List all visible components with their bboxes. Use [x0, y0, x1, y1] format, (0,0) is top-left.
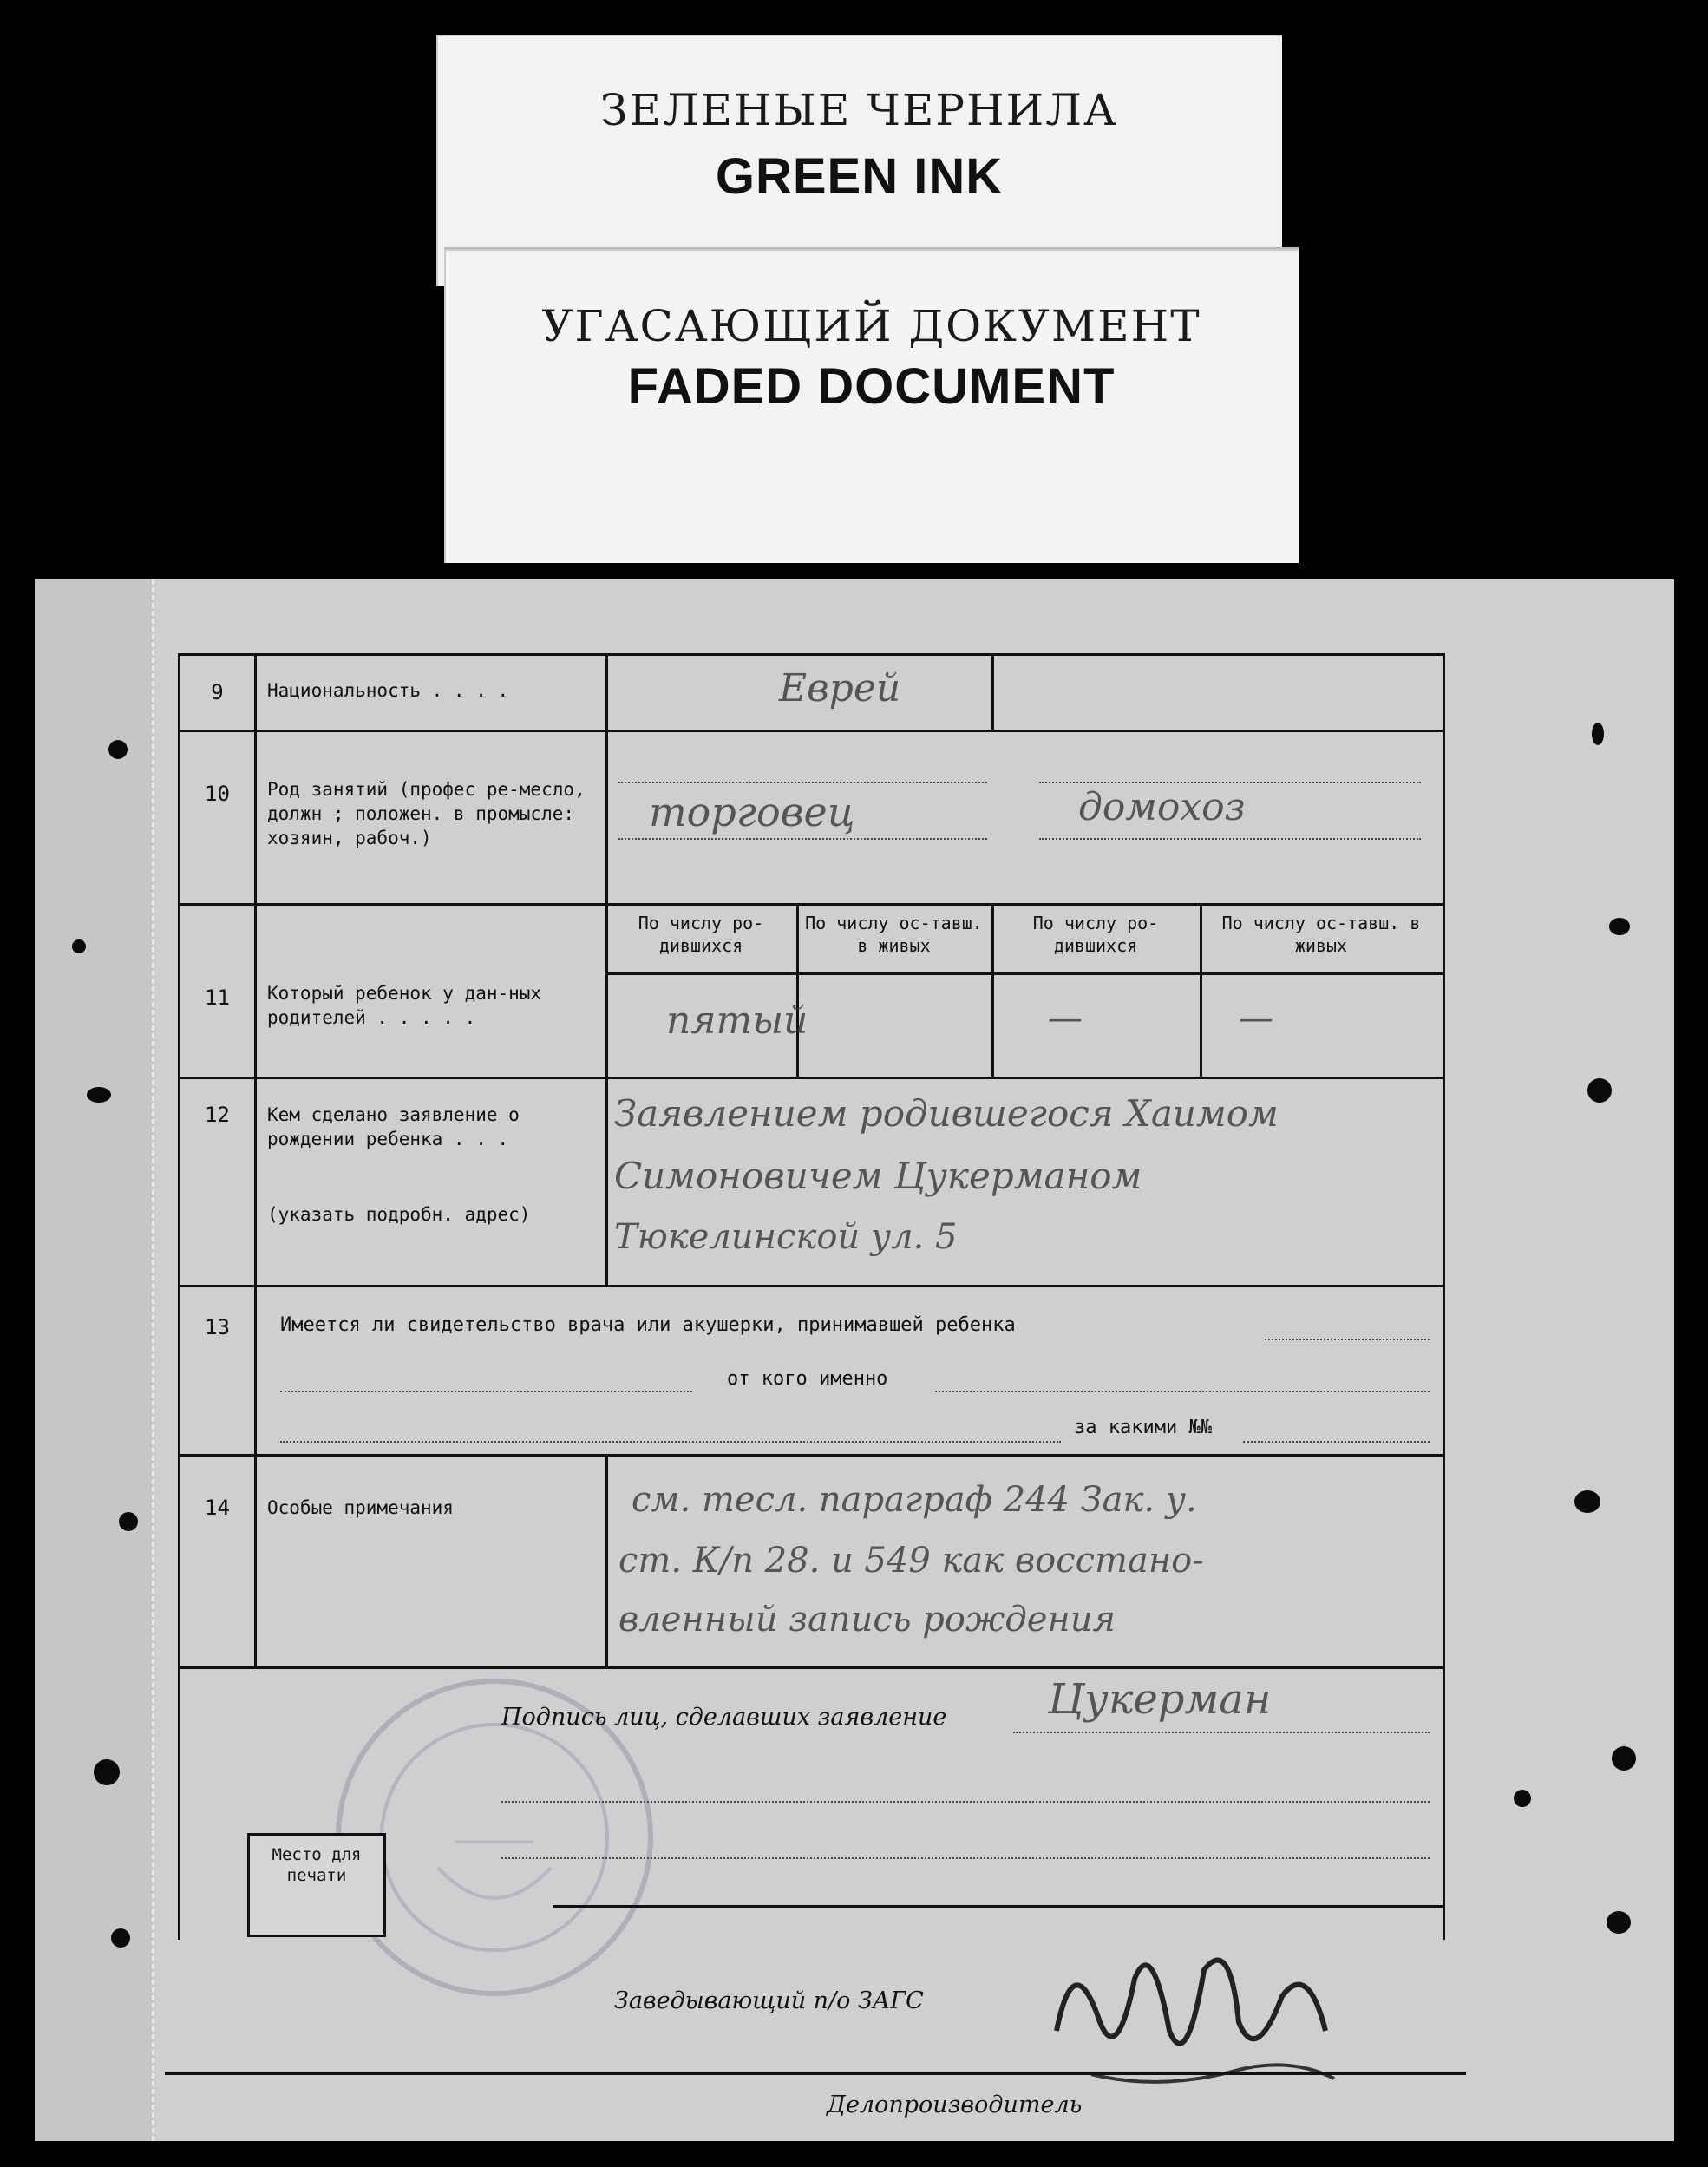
- special-notes-line1: см. тесл. параграф 244 Зак. у.: [632, 1480, 1197, 1520]
- punch-hole: [1612, 1746, 1636, 1771]
- punch-hole: [108, 740, 128, 759]
- form-row-medical-certificate: [180, 1285, 1443, 1457]
- punch-hole: [1574, 1490, 1600, 1513]
- declarant-label: Кем сделано заявление о рождении ребенка . . .: [267, 1104, 520, 1149]
- faded-document-ru-text: УГАСАЮЩИЙ ДОКУМЕНТ: [541, 301, 1201, 351]
- form-row-nationality: [180, 656, 1443, 732]
- green-ink-en-text: GREEN INK: [715, 148, 1004, 205]
- subheader-born-father: По числу ро-дившихся: [638, 913, 764, 956]
- child-order-dash: —: [1048, 998, 1083, 1038]
- row-number: 13: [205, 1315, 230, 1339]
- occupation-label: Род занятий (профес ре-месло, должн ; положен. в промысле: хозяин, рабоч.): [267, 779, 586, 848]
- registration-form: [178, 653, 1445, 2118]
- declarant-handwritten-line1: Заявлением родившегося Хаимом: [614, 1092, 1279, 1135]
- punch-hole: [1587, 1078, 1612, 1103]
- declarant-handwritten-line3: Тюкелинской ул. 5: [614, 1217, 958, 1257]
- nationality-label: Национальность . . . .: [267, 680, 509, 701]
- special-notes-label: Особые примечания: [267, 1497, 454, 1518]
- applicant-signature-label: Подпись лиц, сделавших заявление: [501, 1704, 947, 1731]
- form-row-occupation: [180, 730, 1443, 906]
- punch-hole: [72, 939, 86, 953]
- certificate-question: Имеется ли свидетельство врача или акушерки, принимавшей ребенка: [280, 1314, 1016, 1336]
- row-number: 9: [211, 680, 224, 704]
- row-number: 11: [205, 985, 230, 1010]
- subheader-alive-mother: По числу ос-тавш. в живых: [1221, 913, 1421, 956]
- binding-edge: [35, 579, 154, 2141]
- father-occupation-handwritten: торговец: [649, 789, 855, 835]
- punch-hole: [94, 1759, 120, 1785]
- punch-hole: [119, 1512, 138, 1531]
- child-order-dash-mother: —: [1239, 998, 1273, 1038]
- mother-occupation-handwritten: домохоз: [1078, 785, 1246, 829]
- faded-document-label-card: [444, 247, 1299, 563]
- punch-hole: [111, 1928, 130, 1948]
- punch-hole: [1514, 1790, 1531, 1807]
- certificate-numbers: за какими №№: [1074, 1417, 1212, 1438]
- punch-hole: [1609, 918, 1630, 935]
- child-order-label: Который ребенок у дан-ных родителей . . . . .: [267, 983, 542, 1028]
- special-notes-line3: вленный запись рождения: [618, 1600, 1116, 1640]
- applicant-signature-handwritten: Цукерман: [1048, 1675, 1272, 1724]
- bottom-border-line: [165, 2072, 1466, 2075]
- document-sheet: [35, 579, 1674, 2141]
- row-number: 12: [205, 1103, 230, 1127]
- subheader-alive-father: По числу ос-тавш. в живых: [805, 913, 983, 956]
- row-number: 10: [205, 782, 230, 806]
- form-row-special-notes: [180, 1454, 1443, 1669]
- clerk-label: Делопроизводитель: [827, 2092, 1083, 2118]
- form-row-child-order: [180, 903, 1443, 1079]
- declarant-address-label: (указать подробн. адрес): [267, 1204, 531, 1225]
- subheader-born-mother: По числу ро-дившихся: [1032, 913, 1159, 956]
- registrar-signature-scribble: [1039, 1927, 1360, 2109]
- nationality-handwritten: Еврей: [779, 666, 901, 710]
- green-ink-ru-text: ЗЕЛЕНЫЕ ЧЕРНИЛА: [600, 85, 1118, 135]
- registrar-head-label: Заведывающий п/о ЗАГС: [614, 1987, 924, 2014]
- declarant-handwritten-line2: Симоновичем Цукерманом: [614, 1155, 1142, 1197]
- stamp-place-box: Место для печати: [247, 1833, 386, 1937]
- child-order-handwritten: пятый: [666, 998, 808, 1043]
- punch-hole: [1607, 1911, 1631, 1934]
- punch-hole: [87, 1087, 111, 1103]
- punch-hole: [1592, 723, 1604, 745]
- certificate-from-whom: от кого именно: [727, 1368, 888, 1390]
- row-number: 14: [205, 1496, 230, 1520]
- special-notes-line2: ст. К/п 28. и 549 как восстано-: [618, 1541, 1204, 1581]
- faded-document-en-text: FADED DOCUMENT: [627, 358, 1116, 415]
- form-row-declarant: [180, 1077, 1443, 1287]
